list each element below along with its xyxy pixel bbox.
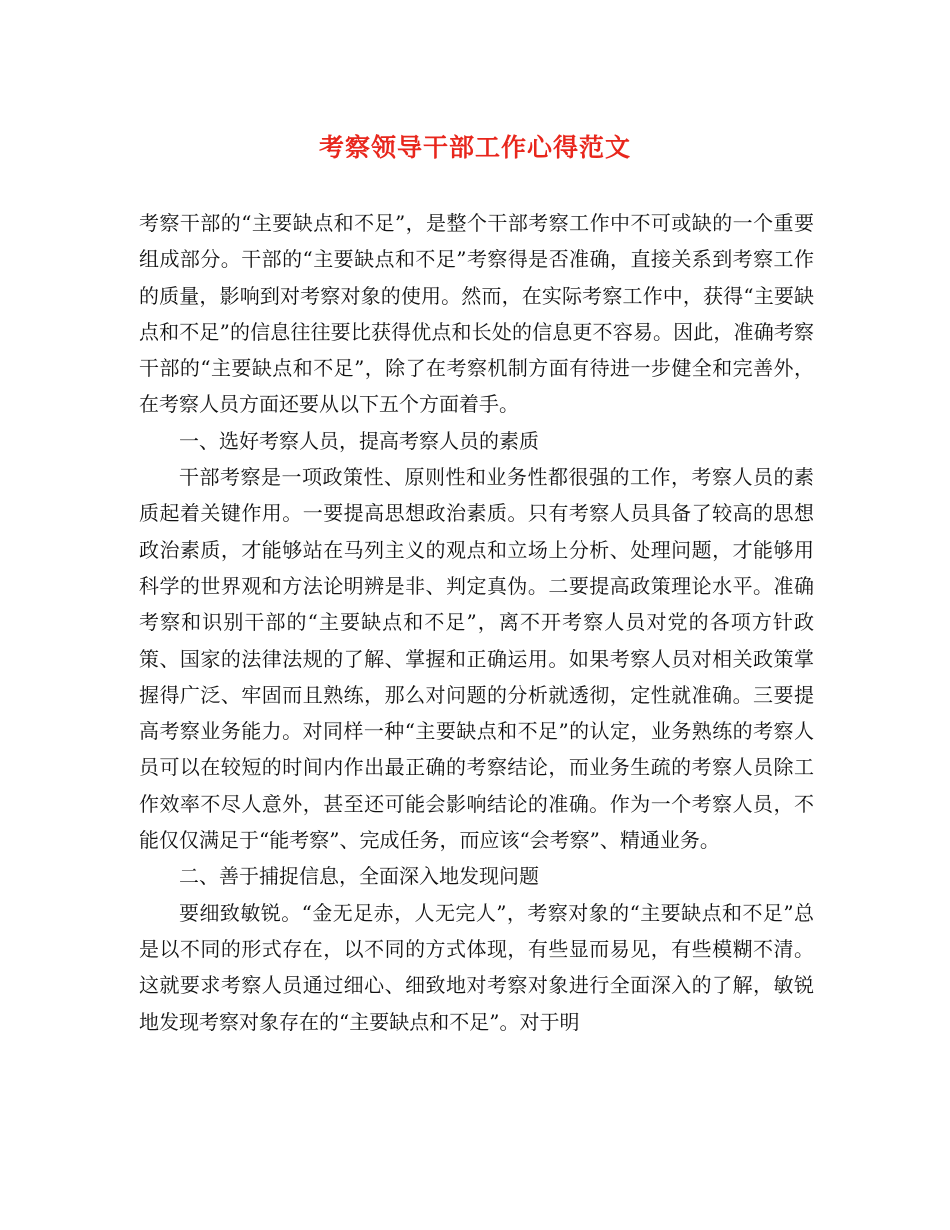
section-heading-1: 一、选好考察人员，提高考察人员的素质 xyxy=(179,428,539,453)
document-body xyxy=(139,205,814,1040)
document-title: 考察领导干部工作心得范文 xyxy=(318,133,631,162)
paragraph-section-1: 干部考察是一项政策性、原则性和业务性都很强的工作，考察人员的素质起着关键作用。一要提高思想政治素质。只有考察人员具备了较高的思想政治素质，才能够站在马列主义的观点和立场上分析、处理问题，才能够用科学的世界观和方法论明辨是非、判定真伪。二要提高政策理论水平。准确考察和识别干部的“主要缺点和不足”，离不开考察人员对党的各项方针政策、国家的法律法规的了解、掌握和正确运用。如果考察人员对相关政策掌握得广泛、牢固而且熟练，那么对问题的分析就透彻，定性就准确。三要提高考察业务能力。对同样一种“主要缺点和不足”的认定，业务熟练的考察人员可以在较短的时间内作出最正确的考察结论，而业务生疏的考察人员除工作效率不尽人意外，甚至还可能会影响结论的准确。作为一个考察人员，不能仅仅满足于“能考察”、完成任务，而应该“会考察”、精通业务。 xyxy=(139,465,814,853)
paragraph-intro: 考察干部的“主要缺点和不足”，是整个干部考察工作中不可或缺的一个重要组成部分。干部的“主要缺点和不足”考察得是否准确，直接关系到考察工作的质量，影响到对考察对象的使用。然而，在实际考察工作中，获得“主要缺点和不足”的信息往往要比获得优点和长处的信息更不容易。因此，准确考察干部的“主要缺点和不足”，除了在考察机制方面有待进一步健全和完善外，在考察人员方面还要从以下五个方面着手。 xyxy=(139,211,814,417)
section-heading-2: 二、善于捕捉信息，全面深入地发现问题 xyxy=(179,864,539,889)
paragraph-section-2: 要细致敏锐。“金无足赤，人无完人”，考察对象的“主要缺点和不足”总是以不同的形式存在，以不同的方式体现，有些显而易见，有些模糊不清。这就要求考察人员通过细心、细致地对考察对象进行全面深入的了解，敏锐地发现考察对象存在的“主要缺点和不足”。对于明 xyxy=(139,900,814,1034)
